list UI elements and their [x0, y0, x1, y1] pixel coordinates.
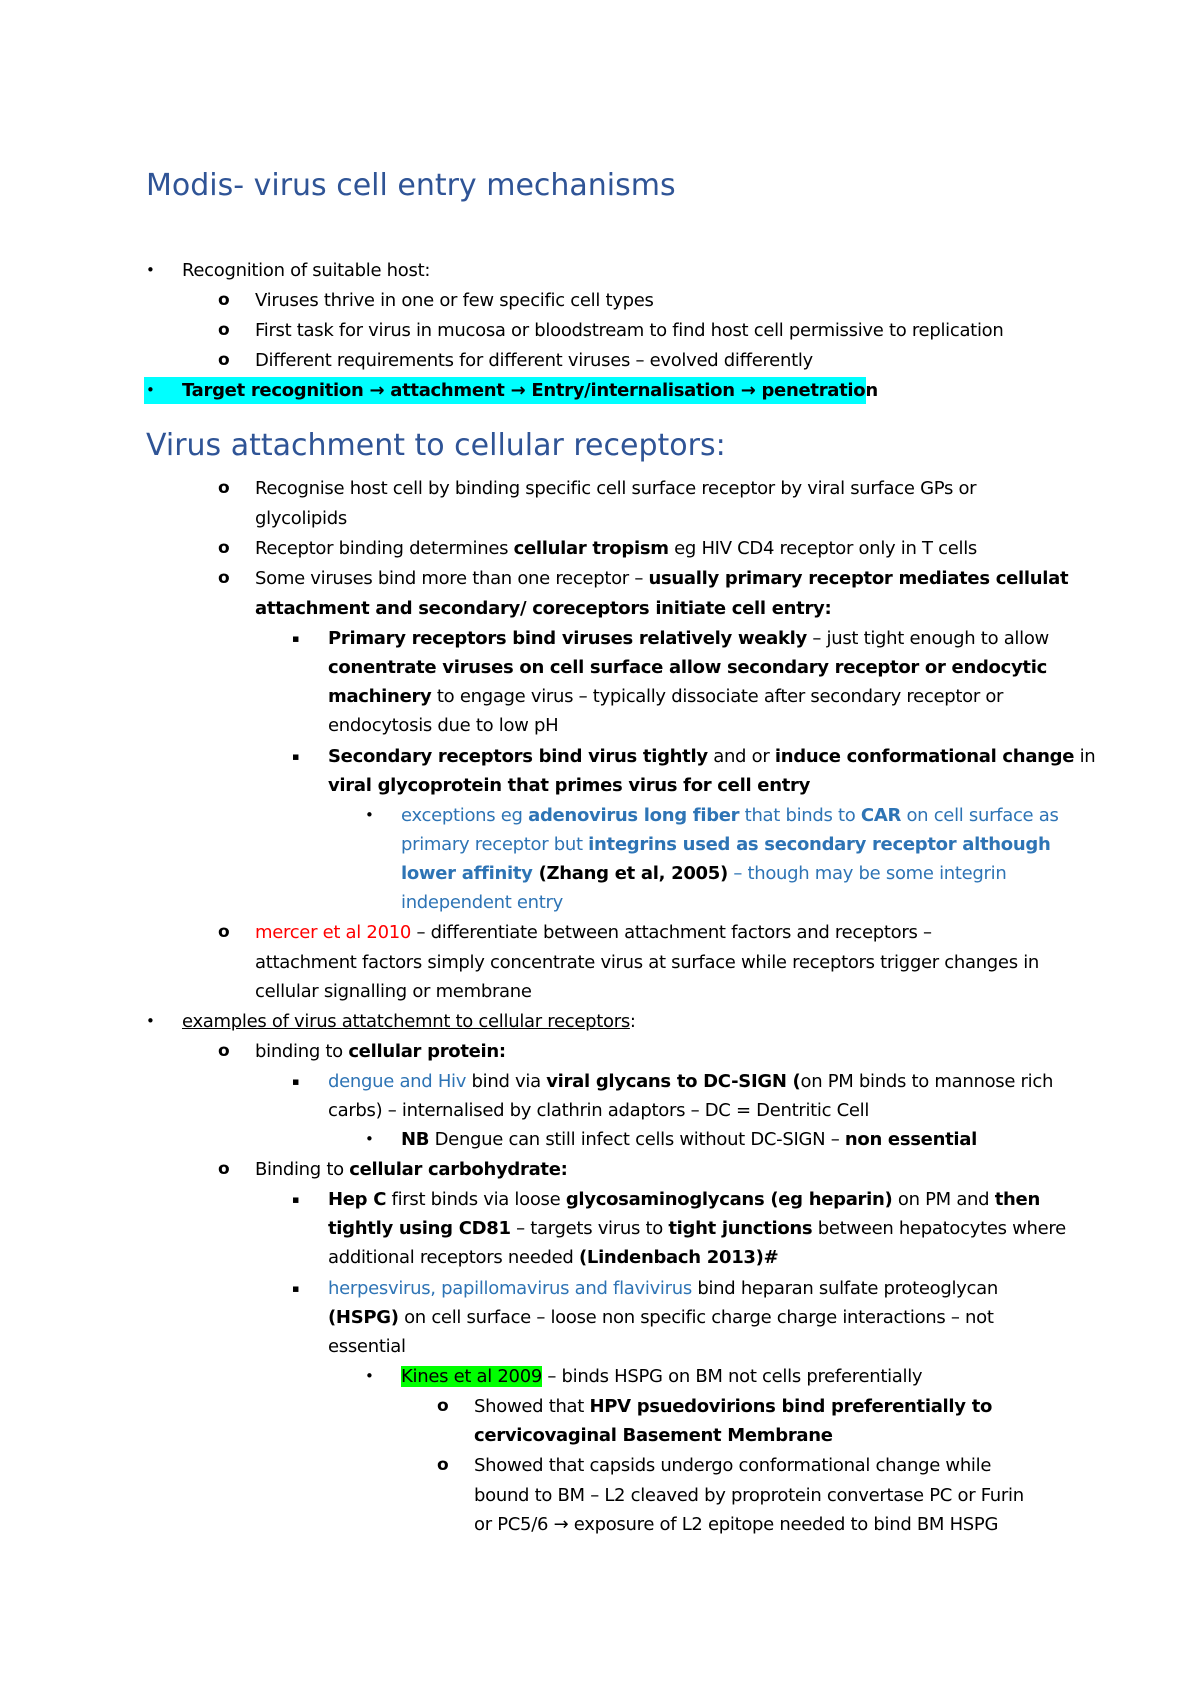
bullet-square: ▪ [292, 1075, 300, 1088]
text-bold: Hep C [328, 1189, 387, 1210]
bullet-square: ▪ [292, 1282, 300, 1295]
sub-bullet: Different requirements for different viruses – evolved differently [255, 350, 813, 371]
page-title: Modis- virus cell entry mechanisms [146, 168, 676, 203]
text: Binding to [255, 1159, 350, 1180]
sub-bullet: First task for virus in mucosa or bloodstream to find host cell permissive to replication [255, 320, 1004, 341]
arrow-icon: → [369, 380, 385, 401]
text: Dengue can still infect cells without DC-SIGN – [429, 1129, 845, 1150]
text: – targets virus to [510, 1218, 669, 1239]
text: exceptions eg [401, 805, 529, 826]
sub-sub-bullet-cont [328, 1243, 778, 1272]
sub-bullet: Viruses thrive in one or few specific cell types [255, 290, 654, 311]
text-bold: machinery [328, 686, 432, 707]
sub-sub-bullet-cont: endocytosis due to low pH [328, 715, 559, 736]
bullet-square: ▪ [292, 632, 300, 645]
bullet-o: o [218, 320, 230, 340]
text: bind via [466, 1071, 547, 1092]
bullet-o: o [218, 1041, 230, 1061]
finding-cont: bound to BM – L2 cleaved by proprotein convertase PC or Furin [474, 1485, 1024, 1506]
text: or PC5/6 [474, 1514, 554, 1535]
sub-bullet-cont: attachment factors simply concentrate virus at surface while receptors trigger changes in [255, 952, 1040, 973]
text: in [1074, 746, 1096, 767]
finding: Showed that capsids undergo conformational change while [474, 1455, 992, 1476]
text-bold: then [994, 1189, 1040, 1210]
sub-sub-bullet [328, 742, 1095, 771]
sub-bullet [255, 1037, 506, 1066]
highlighted-process-line [182, 376, 878, 405]
exception-note-cont: independent entry [401, 892, 563, 913]
arrow-icon: → [740, 380, 756, 401]
text-bold: cellular carbohydrate: [349, 1159, 568, 1180]
text: and or [707, 746, 775, 767]
process-step: penetration [761, 380, 878, 401]
exception-note [401, 801, 1059, 830]
citation: mercer et al 2010 [255, 922, 412, 943]
text-bold: lower affinity [401, 863, 533, 884]
text-bold: tight junctions [668, 1218, 813, 1239]
sub-sub-bullet-cont [328, 682, 1003, 711]
bullet-o: o [218, 478, 230, 498]
bullet-recognition: Recognition of suitable host: [182, 260, 431, 281]
text-blue: dengue and Hiv [328, 1071, 467, 1092]
text: Showed that [474, 1396, 590, 1417]
text: additional receptors needed [328, 1247, 579, 1268]
citation: (Zhang et al, 2005) [532, 863, 728, 884]
text-bold: integrins used as secondary receptor although [588, 834, 1051, 855]
process-step: Entry/internalisation [531, 380, 735, 401]
sub-sub-bullet-cont [328, 1303, 994, 1332]
text-bold: NB [401, 1129, 430, 1150]
text: exposure of L2 epitope needed to bind BM HSPG [568, 1514, 999, 1535]
process-step: attachment [390, 380, 505, 401]
text-bold: cellular tropism [513, 538, 669, 559]
text: on cell surface – loose non specific charge charge interactions – not [398, 1307, 994, 1328]
bullet-disc: • [146, 381, 155, 399]
bullet-square: ▪ [292, 750, 300, 763]
text-bold: cervicovaginal Basement Membrane [474, 1425, 833, 1446]
text: – just tight enough to allow [806, 628, 1049, 649]
bullet-o: o [437, 1455, 449, 1475]
text-bold: tightly using CD81 [328, 1218, 511, 1239]
bullet-o: o [218, 1159, 230, 1179]
sub-sub-bullet-cont [328, 1214, 1066, 1243]
bullet-disc: • [365, 1130, 374, 1148]
sub-sub-bullet-cont: essential [328, 1336, 406, 1357]
sub-sub-bullet [328, 1185, 1040, 1214]
finding-cont [474, 1510, 998, 1539]
bullet-disc: • [146, 261, 155, 279]
bullet-o: o [218, 922, 230, 942]
finding [474, 1392, 992, 1421]
text-bold: CAR [860, 805, 902, 826]
text: : [629, 1011, 636, 1032]
section-title: Virus attachment to cellular receptors: [146, 428, 726, 463]
exception-note-cont [401, 830, 1050, 859]
text: – binds HSPG on BM not cells preferentially [542, 1366, 923, 1387]
text-bold: adenovirus long fiber [528, 805, 740, 826]
text-bold: induce conformational change [774, 746, 1075, 767]
sub-sub-bullet [328, 1067, 1053, 1096]
bullet-disc: • [146, 1012, 155, 1030]
bullet-disc: • [365, 806, 374, 824]
text: – though may be some integrin [727, 863, 1007, 884]
bullet-o: o [437, 1396, 449, 1416]
bullet-square: ▪ [292, 1193, 300, 1206]
text: on PM binds to mannose rich [800, 1071, 1054, 1092]
text: that binds to [739, 805, 861, 826]
text-bold: viral glycoprotein that primes virus for cell entry [328, 775, 811, 796]
sub-bullet-cont [255, 594, 831, 623]
process-step: Target recognition [182, 380, 364, 401]
text: between hepatocytes where [812, 1218, 1066, 1239]
text: binding to [255, 1041, 349, 1062]
text-bold: cellular protein: [348, 1041, 506, 1062]
sub-bullet [255, 1155, 568, 1184]
sub-sub-bullet [328, 1274, 998, 1303]
sub-sub-bullet-cont [328, 771, 810, 800]
text: first binds via loose [386, 1189, 566, 1210]
sub-bullet [255, 534, 977, 563]
bullet-o: o [218, 290, 230, 310]
sub-sub-bullet-cont [328, 653, 1047, 682]
kines-note [401, 1362, 922, 1391]
text-underlined: examples of virus attatchemnt to cellular receptors [182, 1011, 630, 1032]
sub-bullet [255, 564, 1068, 593]
sub-bullet [255, 918, 932, 947]
text-bold: viral glycans to DC-SIGN ( [546, 1071, 801, 1092]
exception-note-cont [401, 859, 1006, 888]
sub-bullet: Recognise host cell by binding specific cell surface receptor by viral surface GPs or [255, 478, 977, 499]
text-bold: Primary receptors bind viruses relatively weakly [328, 628, 807, 649]
nb-note [401, 1125, 977, 1154]
sub-sub-bullet [328, 624, 1049, 653]
sub-sub-bullet-cont: carbs) – internalised by clathrin adaptors – DC = Dentritic Cell [328, 1100, 870, 1121]
finding-cont [474, 1421, 833, 1450]
text: Receptor binding determines [255, 538, 514, 559]
arrow-icon: → [553, 1514, 569, 1535]
text-bold: non essential [844, 1129, 977, 1150]
text-bold: conentrate viruses on cell surface allow secondary receptor or endocytic [328, 657, 1047, 678]
text-blue: herpesvirus, papillomavirus and flavivirus [328, 1278, 692, 1299]
citation-highlighted: Kines et al 2009 [401, 1366, 543, 1387]
text-bold: Secondary receptors bind virus tightly [328, 746, 708, 767]
text: eg HIV CD4 receptor only in T cells [668, 538, 977, 559]
citation: (Lindenbach 2013)# [578, 1247, 779, 1268]
sub-bullet-cont: cellular signalling or membrane [255, 981, 532, 1002]
bullet-o: o [218, 568, 230, 588]
text: bind heparan sulfate proteoglycan [691, 1278, 998, 1299]
bullet-o: o [218, 538, 230, 558]
text-bold: usually primary receptor mediates cellulat [648, 568, 1069, 589]
text-bold: attachment and secondary/ coreceptors initiate cell entry: [255, 598, 832, 619]
bullet-disc: • [365, 1367, 374, 1385]
text: – differentiate between attachment factors and receptors – [411, 922, 932, 943]
text: on cell surface as [901, 805, 1059, 826]
text: Some viruses bind more than one receptor – [255, 568, 649, 589]
text-bold: HPV psuedovirions bind preferentially to [589, 1396, 993, 1417]
bullet-examples [182, 1007, 636, 1036]
text: primary receptor but [401, 834, 589, 855]
sub-bullet-cont: glycolipids [255, 508, 347, 529]
text: to engage virus – typically dissociate after secondary receptor or [431, 686, 1004, 707]
arrow-icon: → [510, 380, 526, 401]
text-bold: (HSPG) [328, 1307, 399, 1328]
text-bold: glycosaminoglycans (eg heparin) [565, 1189, 893, 1210]
bullet-o: o [218, 350, 230, 370]
text: on PM and [892, 1189, 995, 1210]
